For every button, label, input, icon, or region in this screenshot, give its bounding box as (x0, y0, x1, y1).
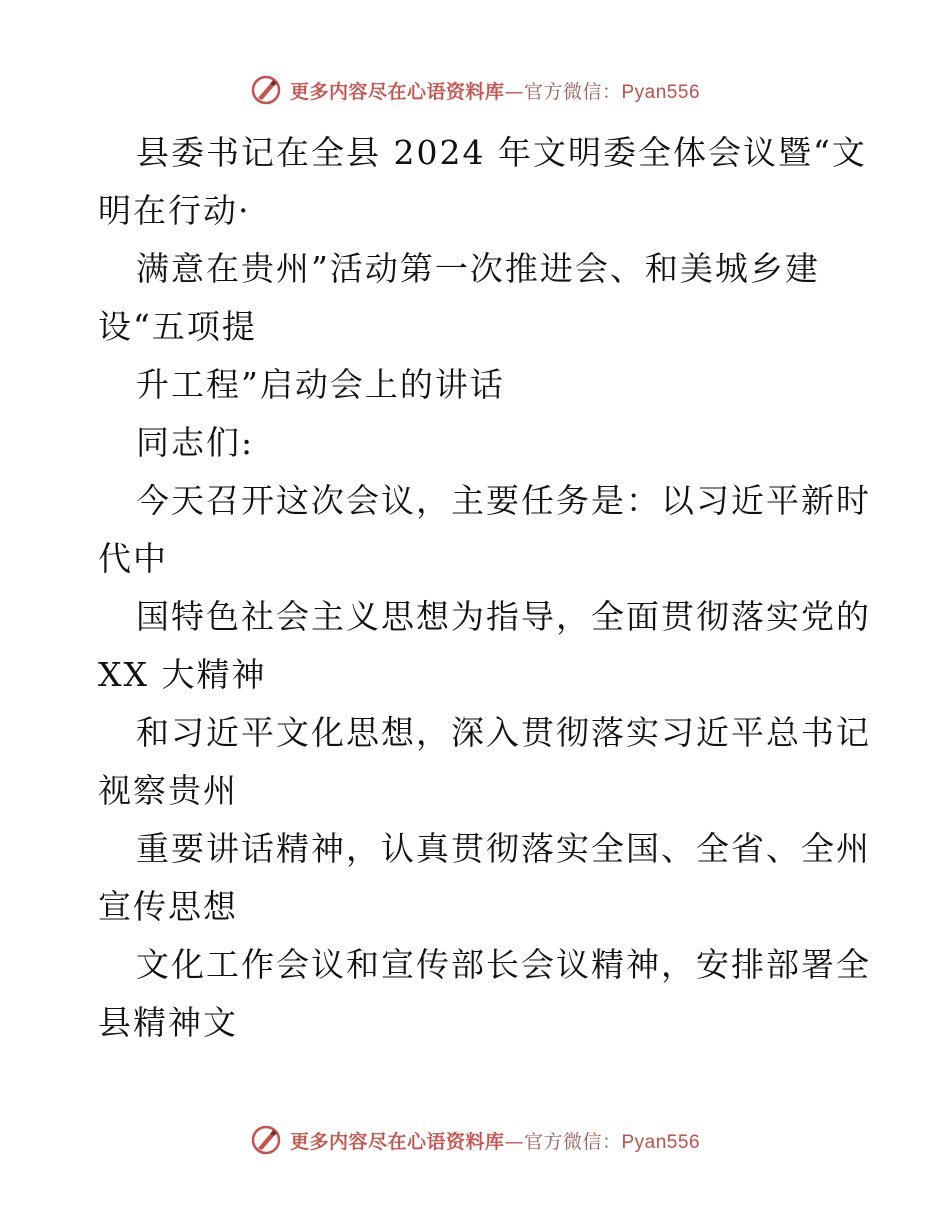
document-body (98, 124, 871, 1052)
watermark-account: Pyan556 (621, 81, 701, 103)
text-line: 今天召开这次会议，主要任务是：以习近平新时 (136, 481, 871, 520)
watermark-text (290, 1127, 700, 1154)
text-line: 县精神文 (98, 1003, 238, 1042)
text-line: 文化工作会议和宣传部长会议精神，安排部署全 (136, 945, 871, 984)
text-line: 国特色社会主义思想为指导，全面贯彻落实党的 (136, 597, 871, 636)
watermark-account: Pyan556 (621, 1131, 701, 1153)
text-line: 县委书记在全县 2024 年文明委全体会议暨“文 (136, 133, 867, 172)
pen-logo-icon (250, 74, 282, 106)
text-line: 明在行动· (98, 191, 251, 230)
text-line: 视察贵州 (98, 771, 238, 810)
text-line: 设“五项提 (98, 307, 257, 346)
text-line: 满意在贵州”活动第一次推进会、和美城乡建 (136, 249, 820, 288)
text-line: 代中 (98, 539, 168, 578)
pen-logo-icon (250, 1124, 282, 1156)
text-line: 升工程”启动会上的讲话 (136, 365, 505, 404)
watermark-footer (0, 1120, 950, 1160)
watermark-separator: — (504, 80, 524, 103)
watermark-label: 官方微信： (523, 80, 622, 103)
text-line: 重要讲话精神，认真贯彻落实全国、全省、全州 (136, 829, 871, 868)
watermark-title: 更多内容尽在心语资料库 (289, 80, 505, 103)
watermark-label: 官方微信： (523, 1130, 622, 1153)
text-line: 宣传思想 (98, 887, 238, 926)
text-line: 和习近平文化思想，深入贯彻落实习近平总书记 (136, 713, 871, 752)
salutation: 同志们: (136, 423, 255, 462)
watermark-text (290, 77, 700, 104)
watermark-separator: — (504, 1130, 524, 1153)
text-line: XX 大精神 (98, 655, 267, 694)
watermark-title: 更多内容尽在心语资料库 (289, 1130, 505, 1153)
watermark-header (0, 70, 950, 110)
